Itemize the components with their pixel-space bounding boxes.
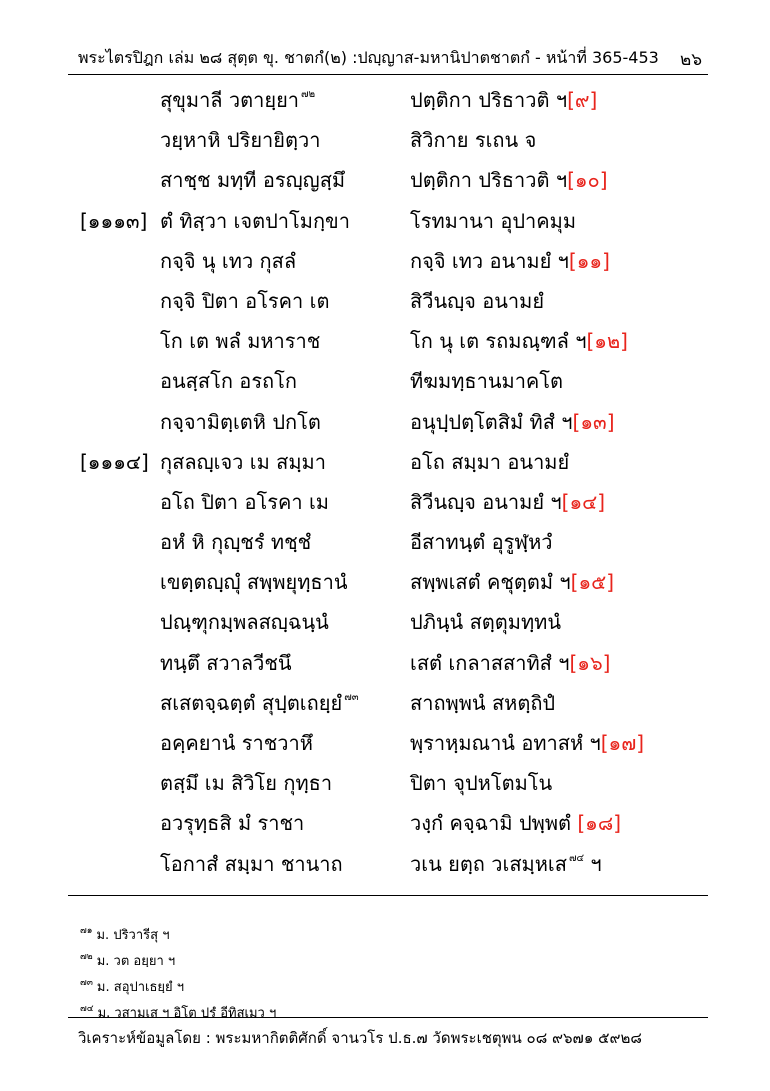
verse-second-half-text: ปตฺติกา ปริธาวติ ฯ	[410, 88, 568, 112]
verse-second-half	[410, 522, 553, 562]
verse-first-half-text: สาชฺช มทฺที อรญฺญสฺมึ	[160, 168, 346, 193]
verse-row	[0, 683, 770, 723]
verse-first-half	[160, 442, 326, 482]
verse-second-half-text: สาถพฺพนํ สหตฺถิปํ	[410, 690, 556, 715]
verse-second-half-text: วงฺกํ คจฺฉามิ ปพฺพตํ	[410, 811, 578, 836]
verse-first-half-text: อนสฺสโก อรถโก	[160, 369, 298, 394]
page-header	[68, 40, 708, 75]
verse-first-half-text: กจฺจิ นุ เทว กุสลํ	[160, 248, 297, 273]
verse-row	[0, 763, 770, 803]
verse-second-half	[410, 241, 610, 281]
verse-row	[0, 803, 770, 843]
footnote	[80, 944, 276, 970]
verse-row	[0, 402, 770, 442]
footnote-text: ม. ปริวารีสุ ฯ	[96, 928, 170, 943]
verse-first-half-text: สุขุมาลี วตายฺยา	[160, 88, 300, 112]
verse-second-half	[410, 120, 536, 160]
verse-second-half-text: พฺราหฺมณานํ อทาสหํ ฯ	[410, 731, 601, 755]
verse-row	[0, 120, 770, 160]
footnote-text: ม. สอุปาเธยฺยํ ฯ	[96, 980, 185, 995]
verse-first-half	[160, 160, 345, 200]
verse-second-half-text: สิวิกาย รเถน จ	[410, 128, 537, 153]
stanza-number: [๑๖]	[569, 650, 611, 675]
stanza-number: [๑๑]	[568, 248, 610, 273]
verse-first-half	[160, 844, 343, 884]
footnote-mark: ๗๓	[80, 978, 93, 988]
footnote-reference: ๗๒	[301, 89, 316, 100]
verse-first-half	[160, 723, 313, 763]
verse-second-half-text: โรทมานา อุปาคมุม	[410, 208, 577, 233]
verse-first-half-text: โอกาสํ สมฺมา ชานาถ	[160, 851, 343, 876]
verse-second-half	[410, 763, 552, 803]
verse-row	[0, 201, 770, 241]
verse-number: [๑๑๑๔]	[80, 449, 149, 474]
verse-second-half	[410, 402, 615, 442]
stanza-number: [๙]	[567, 88, 598, 112]
verse-first-half	[160, 281, 329, 321]
footnotes	[80, 918, 276, 1022]
verse-second-half	[410, 482, 605, 522]
verse-second-half-text: วเน ยตฺถ วเสมฺหเส	[410, 851, 567, 876]
footnote-reference: ๗๔	[568, 852, 585, 864]
verse-row	[0, 321, 770, 361]
verse-second-half-text: อนุปฺปตฺโตสิมํ ทิสํ ฯ	[410, 409, 573, 434]
stanza-number: [๑๒]	[586, 329, 628, 354]
verse-first-half-text: โก เต พลํ มหาราช	[160, 329, 321, 354]
verse-first-half	[160, 201, 350, 241]
verse-second-half	[410, 723, 644, 763]
verse-first-half-text: ตํ ทิสฺวา เจตปาโมกฺขา	[160, 208, 350, 233]
stanza-number: [๑๘]	[577, 811, 622, 836]
verse-second-half	[410, 201, 576, 241]
page-footer	[68, 1017, 708, 1052]
verse-second-half-text: โก นุ เต รถมณฺฑลํ ฯ	[410, 329, 587, 354]
verse-second-half	[410, 803, 621, 843]
verse-first-half	[160, 321, 320, 361]
verse-second-half	[410, 602, 561, 642]
verse-second-half-text: สิวีนญฺจ อนามยํ	[410, 288, 545, 313]
verse-first-half-text: กุสลญฺเจว เม สมฺมา	[160, 449, 326, 474]
verse-row	[0, 241, 770, 281]
verse-second-half	[410, 321, 628, 361]
footnote-mark: ๗๔	[80, 1004, 94, 1014]
verse-second-half-text: ปภินฺนํ สตฺตุมทฺทนํ	[410, 610, 561, 635]
verse-first-half	[160, 643, 292, 683]
verse-text	[0, 80, 770, 884]
footnote	[80, 970, 276, 996]
verse-second-half-text: ปิตา จุปหโตมโน	[410, 771, 553, 796]
verse-end-mark: ฯ	[584, 851, 602, 876]
verse-first-half	[160, 402, 321, 442]
stanza-number: [๑๐]	[567, 168, 608, 193]
verse-first-half	[160, 361, 297, 401]
verse-first-half-text: สเสตจฺฉตฺตํ สุปฺตเถยฺยํ	[160, 690, 343, 715]
verse-second-half-text: สิวีนญฺจ อนามยํ ฯ	[410, 489, 562, 514]
verse-second-half-text: ทีฆมทฺธานมาคโต	[410, 369, 564, 394]
verse-first-half-text: ปณฺฑุกมฺพลสญฺฉนฺนํ	[160, 610, 329, 635]
verse-row	[0, 522, 770, 562]
verse-first-half	[160, 562, 348, 602]
footer-credit: วิเคราะห์ข้อมูลโดย : พระมหากิตติศักดิ์ จานวโร ป.ธ.๗ วัดพระเชตุพน ๐๘ ๙๖๗๑ ๕๙๒๘	[78, 1029, 642, 1047]
verse-first-half-text: วยฺหาหิ ปริยายิตฺวา	[160, 128, 321, 153]
footnote-reference: ๗๓	[344, 691, 359, 703]
verse-row	[0, 80, 770, 120]
verse-first-half	[160, 602, 329, 642]
stanza-number: [๑๓]	[572, 409, 615, 434]
verse-first-half	[160, 803, 304, 843]
footnote-mark: ๗๒	[80, 952, 93, 962]
verse-second-half	[410, 361, 563, 401]
verse-row	[0, 160, 770, 200]
verse-second-half-text: ปตฺติกา ปริธาวติ ฯ	[410, 168, 568, 193]
verse-second-half	[410, 562, 614, 602]
footnote	[80, 918, 276, 944]
verse-second-half-text: อโถ สมฺมา อนามยํ	[410, 449, 570, 474]
verse-second-half	[410, 281, 544, 321]
verse-first-half-text: อโถ ปิตา อโรคา เม	[160, 489, 329, 514]
page-number: ๒๖	[680, 50, 702, 70]
verse-first-half	[160, 80, 315, 120]
verse-first-half-text: เขตฺตญฺญุํ สพฺพยุทฺธานํ	[160, 570, 348, 595]
verse-first-half-text: อวรุทฺธสิ มํ ราชา	[160, 811, 305, 836]
verse-second-half	[410, 844, 602, 884]
verse-second-half	[410, 80, 597, 120]
verse-first-half-text: กจฺจามิตฺเตหิ ปกโต	[160, 409, 321, 434]
verse-second-half-text: เสตํ เกลาสสาทิสํ ฯ	[410, 650, 570, 675]
verse-first-half-text: อหํ หิ กุญฺชรํ ทชฺชํ	[160, 530, 312, 555]
verse-second-half	[410, 683, 555, 723]
stanza-number: [๑๔]	[561, 489, 606, 514]
verse-row	[0, 442, 770, 482]
verse-second-half-text: กจฺจิ เทว อนามยํ ฯ	[410, 248, 569, 273]
verse-row	[0, 602, 770, 642]
verse-second-half	[410, 643, 610, 683]
verse-first-half	[160, 241, 296, 281]
verse-second-half-text: อีสาทนฺตํ อุรูฬฺหวํ	[410, 530, 553, 555]
verse-second-half-text: สพฺพเสตํ คชุตฺตมํ ฯ	[410, 570, 571, 595]
footnote-mark: ๗๑	[80, 926, 93, 936]
verse-first-half-text: อคฺคยานํ ราชวาหึ	[160, 731, 313, 755]
verse-second-half	[410, 160, 608, 200]
verse-row	[0, 562, 770, 602]
header-title: พระไตรปิฎก เล่ม ๒๘ สุตฺต ขุ. ชาตกํ(๒) :ปญฺญาส-มหานิปาตชาตกํ - หน้าที่ 365-453	[78, 48, 659, 67]
verse-second-half	[410, 442, 569, 482]
verse-row	[0, 361, 770, 401]
verse-number: [๑๑๑๓]	[80, 208, 148, 233]
verse-first-half	[160, 522, 311, 562]
verse-first-half-text: ทนฺตึ สวาลวีชนึ	[160, 650, 292, 675]
verse-first-half	[160, 763, 332, 803]
stanza-number: [๑๗]	[600, 731, 645, 755]
verse-row	[0, 844, 770, 884]
stanza-number: [๑๕]	[570, 570, 615, 595]
verse-row	[0, 482, 770, 522]
verse-first-half-text: ตสฺมึ เม สิวิโย กุทฺธา	[160, 771, 333, 796]
verse-row	[0, 281, 770, 321]
verse-first-half	[160, 482, 329, 522]
verse-first-half-text: กจฺจิ ปิตา อโรคา เต	[160, 288, 330, 313]
footnote-text: ม. วสามเส ฯ อิโต ปรํ อีทิสเมว ฯ	[97, 1006, 277, 1021]
footnote-divider	[68, 895, 708, 896]
verse-first-half	[160, 120, 320, 160]
verse-row	[0, 643, 770, 683]
verse-first-half	[160, 683, 359, 723]
footnote-text: ม. วต อยฺยา ฯ	[96, 954, 176, 969]
verse-row	[0, 723, 770, 763]
